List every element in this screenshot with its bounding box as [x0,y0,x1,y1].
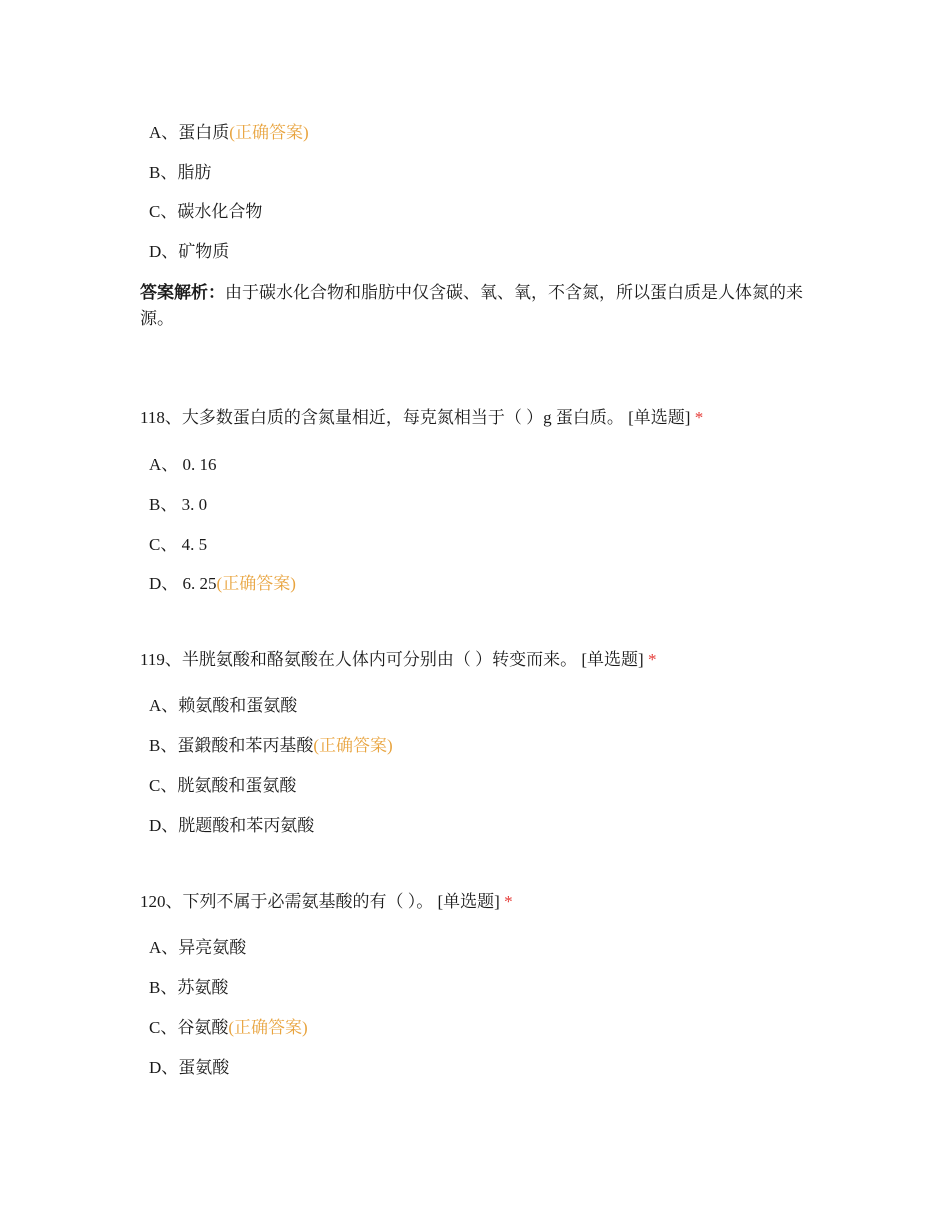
correct-answer-label: (正确答案) [228,1018,308,1037]
option-a [149,937,246,959]
analysis-label: 答案解析： [140,283,225,302]
option-text: C、胱氨酸和蛋氨酸 [149,776,297,795]
option-a [149,122,309,144]
question-text: 120、下列不属于必需氨基酸的有（ ）。 [140,892,434,911]
option-d [149,241,229,263]
option-c [149,1017,308,1039]
answer-analysis [140,280,830,332]
question-type: [单选题] [437,892,500,911]
option-b [149,162,211,184]
option-d [149,573,296,595]
option-b [149,735,393,757]
option-text: B、苏氨酸 [149,978,229,997]
option-c [149,201,262,223]
question-title [140,649,656,671]
correct-answer-label: (正确答案) [313,736,393,755]
option-c [149,534,207,556]
option-a [149,695,297,717]
question-text: 119、半胱氨酸和酪氨酸在人体内可分别由（ ）转变而来。 [140,650,578,669]
option-b [149,977,228,999]
option-text: A、蛋白质 [149,123,230,142]
option-text: A、 0. 16 [149,455,217,474]
required-mark: * [504,892,513,911]
option-text: A、赖氨酸和蛋氨酸 [149,696,298,715]
question-type: [单选题] [628,408,691,427]
question-title [140,407,703,429]
option-d [149,815,314,837]
question-type: [单选题] [581,650,644,669]
option-text: A、异亮氨酸 [149,938,247,957]
option-text: C、谷氨酸 [149,1018,229,1037]
option-text: B、脂肪 [149,163,212,182]
correct-answer-label: (正确答案) [216,574,296,593]
option-text: D、胱题酸和苯丙氨酸 [149,816,315,835]
analysis-text: 由于碳水化合物和脂肪中仅含碳、氧、氧，不含氮，所以蛋白质是人体氮的来源。 [140,283,803,328]
option-text: B、蛋鍛酸和苯丙基酸 [149,736,314,755]
question-text: 118、大多数蛋白质的含氮量相近，每克氮相当于（ ）g 蛋白质。 [140,408,624,427]
option-c [149,775,296,797]
required-mark: * [647,650,657,669]
option-text: C、碳水化合物 [149,202,263,221]
option-b [149,494,207,516]
option-text: C、 4. 5 [149,535,208,554]
option-a [149,454,217,476]
option-d [149,1057,229,1079]
required-mark: * [694,408,704,427]
correct-answer-label: (正确答案) [229,123,309,142]
option-text: D、矿物质 [149,242,230,261]
option-text: D、 6. 25 [149,574,217,593]
option-text: B、 3. 0 [149,495,208,514]
question-title [140,891,513,913]
option-text: D、蛋氨酸 [149,1058,230,1077]
